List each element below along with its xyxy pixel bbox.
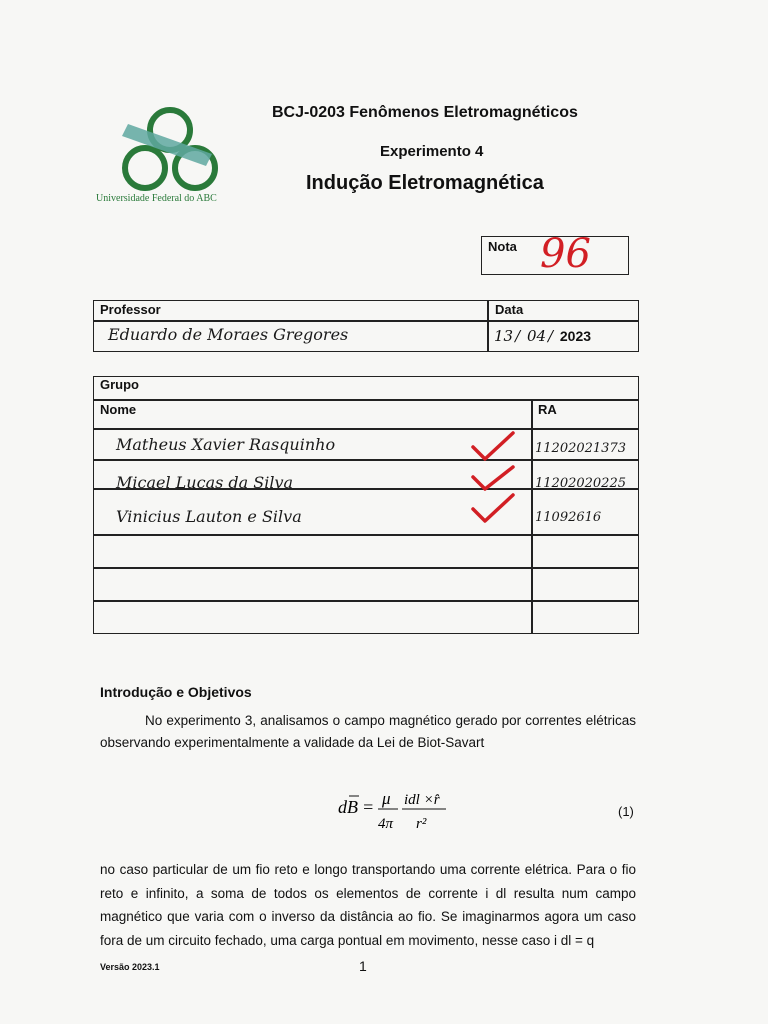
member-ra: 11092616: [535, 510, 602, 525]
divider: [531, 399, 533, 633]
date-value: 13 / 04 / 2023: [494, 327, 592, 345]
divider: [94, 534, 638, 536]
divider: [94, 600, 638, 602]
paragraph: No experimento 3, analisamos o campo magnético gerado por correntes elétricas observando experimentalmente a validade da Lei de Biot-Savart: [100, 713, 636, 750]
date-year: 2023: [559, 328, 592, 344]
svg-text:μ: μ: [382, 789, 391, 808]
experiment-number: Experimento 4: [380, 143, 484, 160]
divider: [94, 459, 638, 461]
member-ra: 11202020225: [535, 476, 626, 491]
svg-text:r²: r²: [416, 816, 427, 832]
date-month: 04: [526, 327, 547, 345]
check-mark-icon: [470, 489, 516, 525]
check-mark-icon: [470, 429, 516, 465]
ra-header: RA: [538, 402, 557, 417]
professor-label: Professor: [100, 302, 161, 317]
member-name: Matheus Xavier Rasquinho: [116, 435, 336, 454]
professor-name: Eduardo de Moraes Gregores: [108, 325, 349, 344]
professor-box: [93, 300, 639, 352]
grade-value: 96: [540, 231, 591, 277]
biot-savart-equation: [338, 784, 448, 834]
divider: [94, 428, 638, 430]
divider: [487, 301, 489, 351]
divider: [94, 399, 638, 401]
svg-text:idl ×r̂: idl ×r̂: [404, 792, 440, 808]
version-label: Versão 2023.1: [100, 962, 160, 972]
member-name: Vinicius Lauton e Silva: [116, 507, 302, 526]
divider: [94, 567, 638, 569]
group-label: Grupo: [100, 377, 139, 392]
svg-text:dB: dB: [338, 797, 358, 817]
date-day: 13: [494, 327, 514, 345]
divider: [94, 320, 638, 322]
svg-text:=: =: [362, 797, 375, 817]
logo-caption: Universidade Federal do ABC: [96, 193, 217, 204]
name-header: Nome: [100, 402, 137, 417]
page-number: 1: [359, 958, 367, 974]
group-table: [93, 376, 639, 634]
svg-text:4π: 4π: [378, 816, 394, 832]
section-heading: Introdução e Objetivos: [100, 684, 252, 700]
member-name: Micael Lucas da Silva: [116, 473, 294, 492]
equation-number: (1): [618, 804, 634, 819]
date-label: Data: [495, 302, 524, 317]
member-ra: 11202021373: [535, 441, 626, 456]
grade-label: Nota: [488, 239, 517, 254]
grade-box: [481, 231, 629, 277]
document-title: Indução Eletromagnética: [306, 172, 544, 194]
course-title: BCJ-0203 Fenômenos Eletromagnéticos: [272, 104, 578, 121]
paragraph: no caso particular de um fio reto e longo transportando uma corrente elétrica. Para o fio reto e infinito, a soma de todos os elementos de corrente i dl resulta num campo magnético que varia com o inverso da distância ao fio. Se imaginarmos agora um caso fora de um circuito fechado, uma carga pontual em movimento, nesse caso i dl = q: [100, 862, 636, 948]
